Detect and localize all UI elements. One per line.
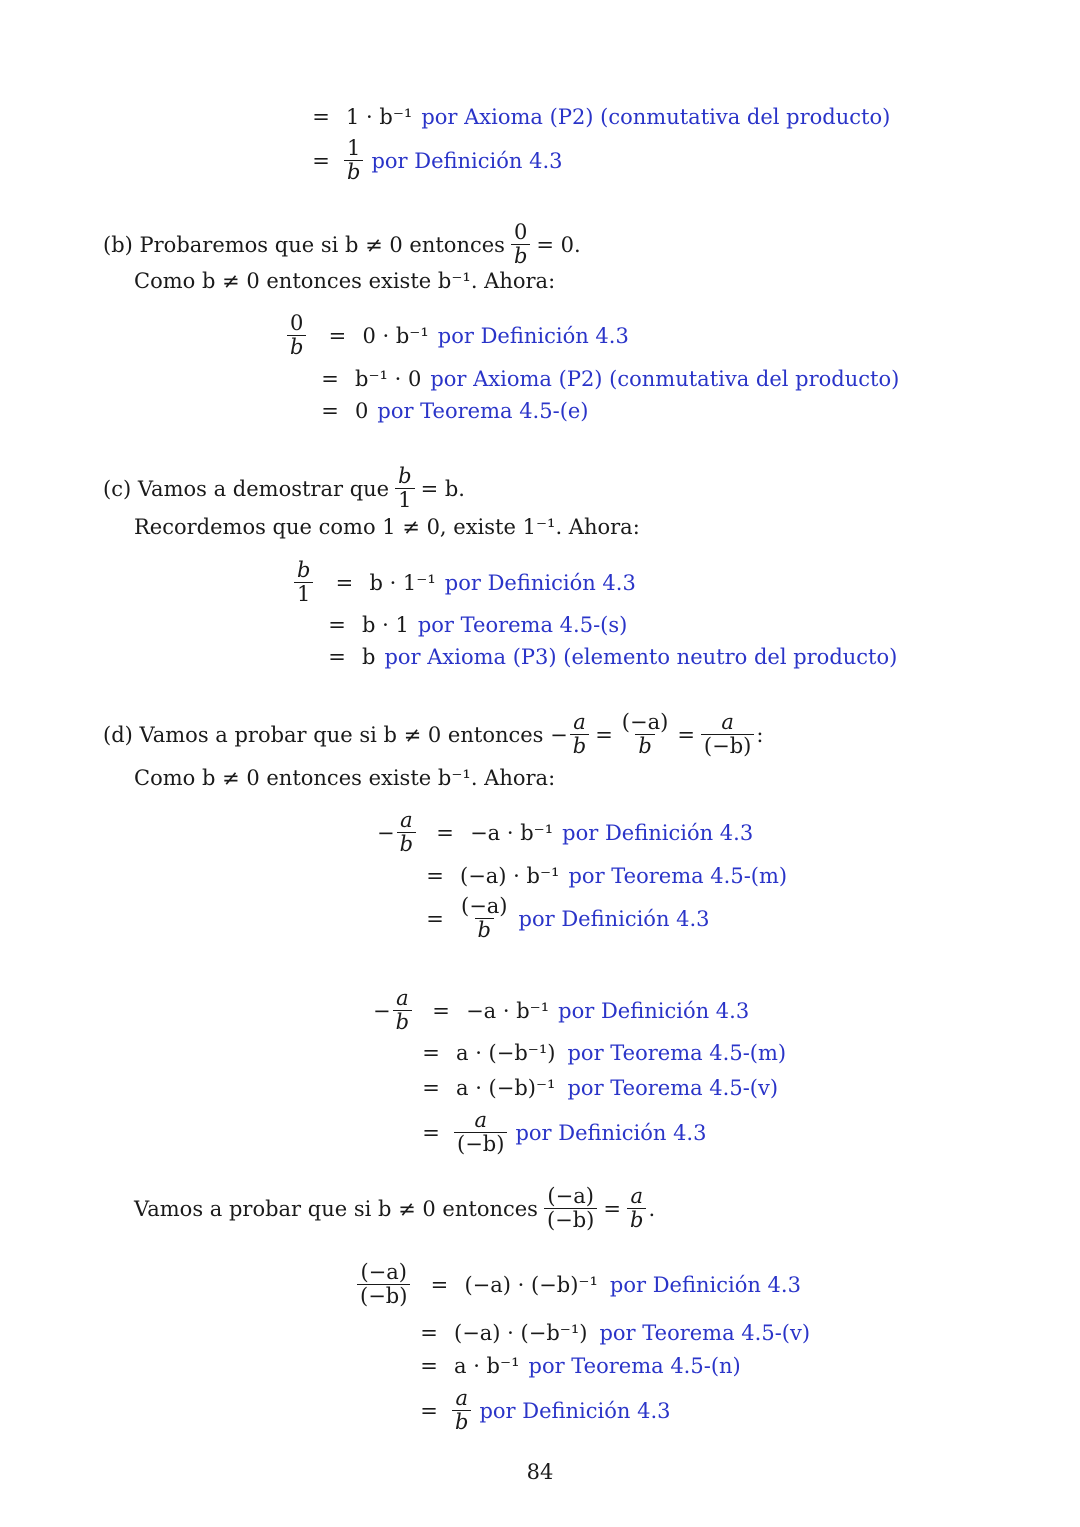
fraction-numerator: a — [400, 808, 413, 832]
fraction-numerator: (−a) — [547, 1184, 594, 1208]
fraction-lhs — [357, 1262, 410, 1307]
expression: a · (−b⁻¹) — [456, 1041, 556, 1065]
fraction-denominator: b — [627, 1208, 646, 1231]
statement-text: (c) Vamos a demostrar que — [103, 476, 390, 501]
fraction — [570, 712, 589, 757]
expression: (−a) · (−b⁻¹) — [454, 1321, 588, 1345]
justification: por Definición 4.3 — [371, 148, 563, 173]
justification: por Axioma (P2) (conmutativa del producto) — [421, 105, 891, 129]
expression: a · (−b)⁻¹ — [456, 1076, 556, 1100]
part-d-blockA-row-2 — [420, 864, 787, 888]
fraction — [458, 896, 511, 941]
fraction — [344, 138, 363, 183]
fraction-denominator: (−b) — [454, 1132, 507, 1155]
fraction-lhs — [294, 560, 313, 605]
fraction-numerator: 0 — [290, 311, 304, 335]
fraction — [701, 712, 754, 757]
page-number: 84 — [526, 1460, 554, 1484]
part-c-row-3 — [322, 645, 897, 669]
equals-sign: = — [422, 1041, 440, 1065]
part-d-statement — [103, 712, 763, 757]
part-d-blockC-row-4 — [414, 1388, 670, 1433]
justification: por Axioma (P3) (elemento neutro del producto) — [384, 645, 898, 669]
justification: por Definición 4.3 — [479, 1398, 671, 1423]
fraction — [395, 466, 414, 511]
expression: (−a) · b⁻¹ — [460, 864, 560, 888]
equals-sign: = — [312, 105, 330, 129]
justification: por Definición 4.3 — [562, 820, 754, 845]
fraction-denominator: b — [570, 734, 589, 757]
top-row-1 — [306, 105, 890, 129]
part-d-last-statement — [134, 1186, 655, 1231]
fraction-numerator: (−a) — [461, 894, 508, 918]
fraction-denominator: (−b) — [701, 734, 754, 757]
expression: b⁻¹ · 0 — [355, 367, 422, 391]
fraction-denominator: b — [635, 734, 654, 757]
part-d-blockC-row-2 — [414, 1321, 810, 1345]
part-c-line2: Recordemos que como 1 ≠ 0, existe 1⁻¹. Ahora: — [134, 515, 640, 539]
statement-text: (b) Probaremos que si b ≠ 0 entonces — [103, 232, 505, 257]
fraction — [452, 1388, 471, 1433]
part-d-blockA-row-1 — [377, 810, 753, 855]
fraction-denominator: b — [397, 832, 416, 855]
part-d-blockC-row-1 — [355, 1262, 801, 1307]
minus-sign: − — [373, 998, 391, 1023]
fraction-denominator: 1 — [294, 582, 313, 605]
expression: b — [362, 645, 376, 669]
equals-sign: = — [328, 613, 346, 637]
equals-sign: = — [432, 998, 450, 1023]
equals-sign: = — [430, 1272, 449, 1297]
justification: por Teorema 4.5-(v) — [567, 1076, 779, 1100]
fraction-numerator: 0 — [513, 220, 528, 244]
fraction-lhs — [393, 988, 412, 1033]
fraction-denominator: b — [452, 1410, 471, 1433]
equals-sign: = — [335, 570, 354, 595]
fraction-numerator: a — [474, 1108, 487, 1132]
part-d-blockA-row-3 — [420, 896, 710, 941]
statement-text: (d) Vamos a probar que si b ≠ 0 entonces − — [103, 722, 568, 747]
part-d-blockB-row-2 — [416, 1041, 786, 1065]
justification: por Definición 4.3 — [515, 1120, 707, 1145]
expression: 0 — [355, 399, 369, 423]
expression: −a · b⁻¹ — [466, 998, 550, 1023]
punctuation: : — [756, 722, 764, 747]
equals-sign: = — [328, 645, 346, 669]
equals-sign: = — [420, 1321, 438, 1345]
justification: por Teorema 4.5-(v) — [599, 1321, 811, 1345]
part-b-row-3 — [315, 399, 589, 423]
expression: 0 · b⁻¹ — [362, 323, 429, 348]
fraction-numerator: 1 — [347, 136, 361, 160]
justification: por Teorema 4.5-(m) — [568, 864, 788, 888]
statement-tail: = b. — [420, 476, 465, 501]
fraction-lhs — [397, 810, 416, 855]
equals-sign: = — [328, 323, 347, 348]
punctuation: . — [648, 1196, 656, 1221]
justification: por Definición 4.3 — [558, 998, 750, 1023]
fraction-lhs — [287, 313, 306, 358]
fraction-numerator: (−a) — [360, 1260, 407, 1284]
statement-tail: = 0. — [536, 232, 581, 257]
equals-sign: = — [436, 820, 454, 845]
equals-sign: = — [422, 1076, 440, 1100]
fraction-denominator: (−b) — [357, 1284, 410, 1307]
fraction-denominator: b — [475, 918, 494, 941]
equals-sign: = — [422, 1120, 440, 1145]
part-c-statement — [103, 466, 465, 511]
part-d-blockB-row-1 — [373, 988, 749, 1033]
equals-sign: = — [595, 722, 613, 747]
justification: por Teorema 4.5-(e) — [377, 399, 589, 423]
justification: por Definición 4.3 — [437, 323, 629, 348]
equals-sign: = — [321, 399, 339, 423]
equals-sign: = — [312, 148, 330, 173]
fraction-numerator: b — [398, 464, 412, 488]
part-d-line2: Como b ≠ 0 entonces existe b⁻¹. Ahora: — [134, 766, 556, 790]
expression: (−a) · (−b)⁻¹ — [464, 1272, 598, 1297]
fraction-denominator: b — [511, 244, 530, 267]
justification: por Teorema 4.5-(n) — [528, 1354, 741, 1378]
statement-text: Vamos a probar que si b ≠ 0 entonces — [134, 1196, 538, 1221]
part-c-row-2 — [322, 613, 627, 637]
expression: −a · b⁻¹ — [470, 820, 554, 845]
part-d-blockB-row-4 — [416, 1110, 706, 1155]
justification: por Axioma (P2) (conmutativa del producto) — [430, 367, 900, 391]
part-b-line2: Como b ≠ 0 entonces existe b⁻¹. Ahora: — [134, 269, 556, 293]
fraction-numerator: a — [721, 710, 734, 734]
fraction — [454, 1110, 507, 1155]
fraction-denominator: 1 — [395, 488, 414, 511]
equals-sign: = — [420, 1398, 438, 1423]
expression: b · 1 — [362, 613, 409, 637]
expression: b · 1⁻¹ — [369, 570, 436, 595]
part-b-statement — [103, 222, 581, 267]
part-d-blockC-row-3 — [414, 1354, 741, 1378]
fraction-numerator: b — [297, 558, 311, 582]
justification: por Definición 4.3 — [609, 1272, 801, 1297]
fraction-denominator: b — [344, 160, 363, 183]
fraction — [619, 712, 672, 757]
equals-sign: = — [426, 864, 444, 888]
expression: a · b⁻¹ — [454, 1354, 520, 1378]
fraction-denominator: b — [287, 335, 306, 358]
equals-sign: = — [603, 1196, 621, 1221]
fraction — [511, 222, 530, 267]
part-b-row-1 — [285, 313, 629, 358]
minus-sign: − — [377, 820, 395, 845]
part-b-row-2 — [315, 367, 899, 391]
part-d-blockB-row-3 — [416, 1076, 778, 1100]
equals-sign: = — [426, 906, 444, 931]
equals-sign: = — [677, 722, 695, 747]
fraction-numerator: a — [630, 1184, 643, 1208]
equals-sign: = — [321, 367, 339, 391]
fraction-numerator: a — [455, 1386, 468, 1410]
top-row-2 — [306, 138, 562, 183]
expression: 1 · b⁻¹ — [346, 105, 413, 129]
fraction — [544, 1186, 597, 1231]
fraction — [627, 1186, 646, 1231]
fraction-numerator: a — [573, 710, 586, 734]
justification: por Teorema 4.5-(m) — [567, 1041, 787, 1065]
fraction-denominator: (−b) — [544, 1208, 597, 1231]
fraction-denominator: b — [393, 1010, 412, 1033]
justification: por Definición 4.3 — [518, 906, 710, 931]
justification: por Definición 4.3 — [444, 570, 636, 595]
equals-sign: = — [420, 1354, 438, 1378]
justification: por Teorema 4.5-(s) — [417, 613, 628, 637]
fraction-numerator: a — [396, 986, 409, 1010]
part-c-row-1 — [292, 560, 636, 605]
fraction-numerator: (−a) — [621, 710, 669, 734]
